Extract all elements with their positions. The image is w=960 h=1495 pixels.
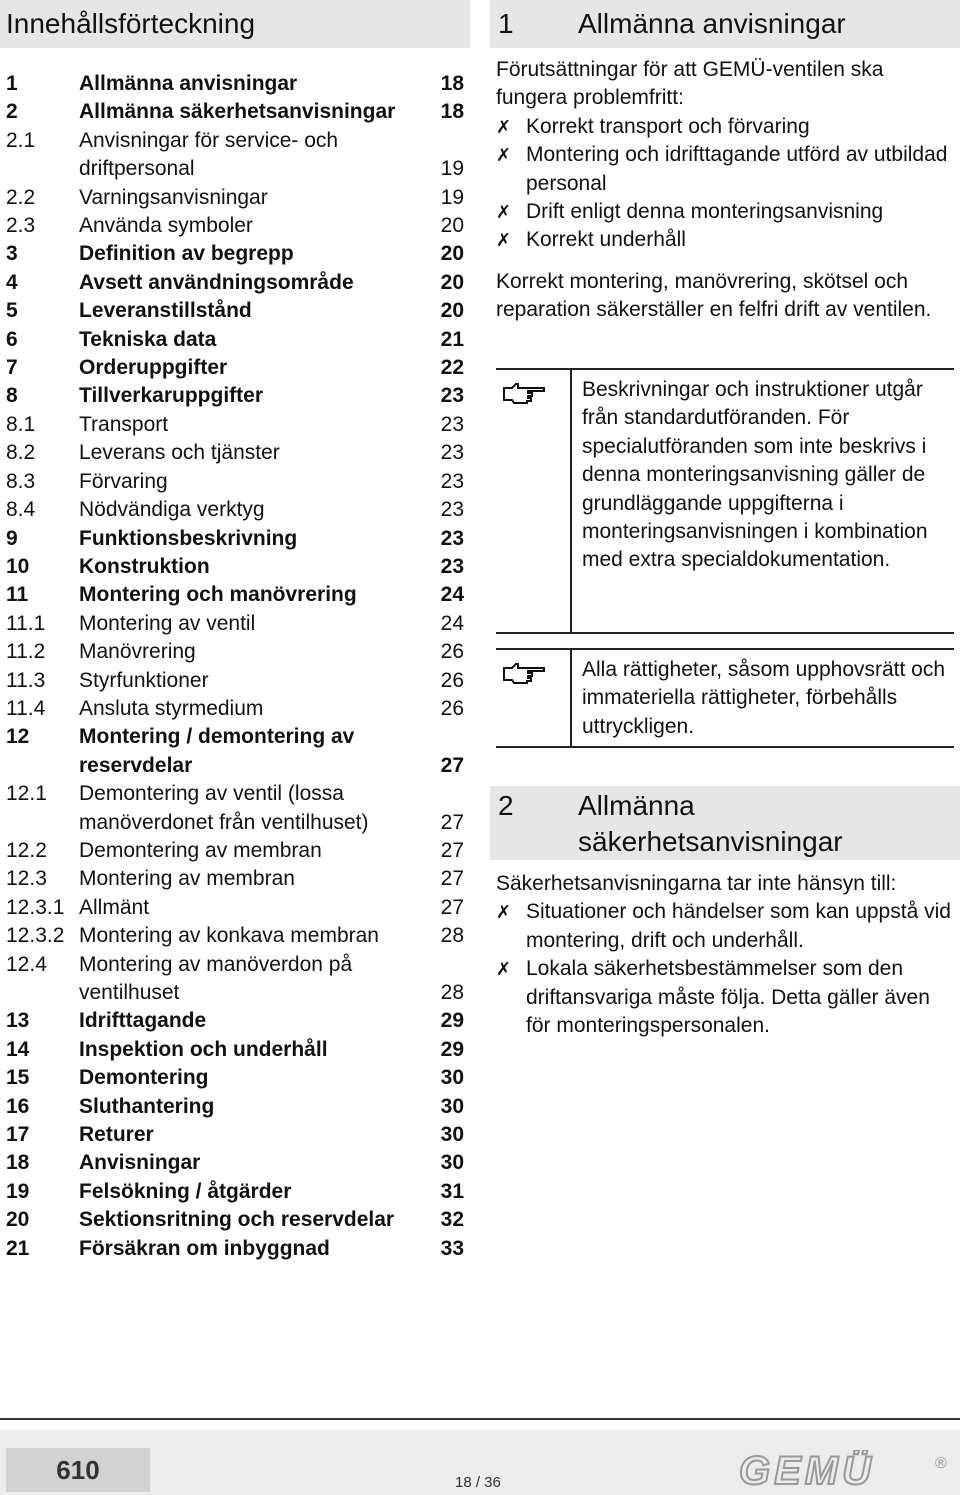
toc-entry-page: 19 bbox=[440, 157, 464, 181]
toc-entry[interactable] bbox=[0, 723, 470, 780]
toc-entry[interactable] bbox=[0, 496, 470, 524]
toc-entry[interactable] bbox=[0, 951, 470, 1008]
toc-entry-title: Varningsanvisningar bbox=[79, 185, 268, 209]
section-1-paragraph: Korrekt montering, manövrering, skötsel och reparation säkerställer en felfri drift av ventilen. bbox=[496, 270, 932, 322]
toc-entry[interactable] bbox=[0, 326, 470, 354]
pointing-hand-icon bbox=[502, 378, 548, 406]
toc-entry-number: 9 bbox=[6, 526, 18, 550]
toc-entry-title: Demontering av ventil (lossa manöverdonet från ventilhuset) bbox=[79, 782, 369, 834]
toc-entry[interactable] bbox=[0, 667, 470, 695]
toc-entry[interactable] bbox=[0, 98, 470, 126]
toc-entry-page: 20 bbox=[440, 214, 464, 238]
toc-entry[interactable] bbox=[0, 837, 470, 865]
toc-entry-title: Leverans och tjänster bbox=[79, 441, 280, 465]
toc-entry-number: 16 bbox=[6, 1094, 30, 1118]
cross-bullet-icon: ✗ bbox=[496, 902, 512, 923]
toc-entry-page: 27 bbox=[440, 895, 464, 919]
toc-entry-number: 10 bbox=[6, 554, 30, 578]
toc-entry[interactable] bbox=[0, 411, 470, 439]
toc-entry-number: 12.1 bbox=[6, 782, 47, 806]
toc-entry[interactable] bbox=[0, 468, 470, 496]
toc-entry[interactable] bbox=[0, 240, 470, 268]
toc-entry-title: Inspektion och underhåll bbox=[79, 1037, 328, 1061]
page-code: 610 bbox=[6, 1448, 150, 1492]
cross-bullet-icon: ✗ bbox=[496, 116, 512, 137]
toc-entry-title: Anvisningar bbox=[79, 1151, 201, 1175]
toc-entry-title: Montering / demontering av reservdelar bbox=[79, 725, 355, 777]
toc-entry-number: 12.3.2 bbox=[6, 924, 65, 948]
toc-entry[interactable] bbox=[0, 1007, 470, 1035]
toc-entry-page: 27 bbox=[440, 753, 464, 777]
bullet-text: Drift enligt denna monteringsanvisning bbox=[526, 200, 884, 224]
section-2-intro: Säkerhetsanvisningarna tar inte hänsyn till: bbox=[496, 872, 897, 895]
toc-entry-page: 23 bbox=[440, 412, 464, 436]
toc-entry[interactable] bbox=[0, 1206, 470, 1234]
toc-entry-number: 19 bbox=[6, 1179, 30, 1203]
toc-entry-title: Allmänna säkerhetsanvisningar bbox=[79, 100, 396, 124]
toc-entry[interactable] bbox=[0, 695, 470, 723]
svg-text:GEMÜ: GEMÜ bbox=[739, 1450, 875, 1490]
toc-entry-title: Sektionsritning och reservdelar bbox=[79, 1208, 395, 1232]
toc-entry-page: 28 bbox=[440, 924, 464, 948]
toc-entry-page: 28 bbox=[440, 981, 464, 1004]
toc-entry-page: 23 bbox=[440, 384, 464, 408]
toc-entry-title: Leveranstillstånd bbox=[79, 299, 252, 323]
toc-entry[interactable] bbox=[0, 922, 470, 950]
toc-entry[interactable] bbox=[0, 1064, 470, 1092]
toc-entry-page: 22 bbox=[440, 356, 464, 380]
toc-entry[interactable] bbox=[0, 610, 470, 638]
toc-entry-title: Montering av ventil bbox=[79, 611, 256, 635]
toc-entry-title: Tillverkaruppgifter bbox=[79, 384, 263, 408]
bullet-text: Korrekt transport och förvaring bbox=[526, 114, 810, 138]
toc-entry-title: Styrfunktioner bbox=[79, 668, 209, 692]
toc-entry[interactable] bbox=[0, 638, 470, 666]
bullet-item bbox=[496, 226, 951, 254]
toc-entry-page: 32 bbox=[440, 1208, 464, 1232]
toc-entry-page: 23 bbox=[440, 554, 464, 578]
toc-entry-number: 8.1 bbox=[6, 412, 36, 436]
toc-entry-title: Använda symboler bbox=[79, 214, 253, 238]
section-2-heading bbox=[490, 786, 960, 860]
toc-entry-page: 29 bbox=[440, 1009, 464, 1033]
note-icon-cell bbox=[496, 370, 572, 632]
toc-entry-page: 30 bbox=[440, 1123, 464, 1147]
toc-entry-page: 23 bbox=[440, 441, 464, 465]
toc-entry-title: Demontering av membran bbox=[79, 838, 322, 862]
toc-entry[interactable] bbox=[0, 1178, 470, 1206]
toc-entry[interactable] bbox=[0, 354, 470, 382]
toc-entry-page: 27 bbox=[440, 867, 464, 891]
bullet-text: Korrekt underhåll bbox=[526, 228, 686, 252]
toc-entry[interactable] bbox=[0, 269, 470, 297]
toc-entry-title: Demontering bbox=[79, 1066, 209, 1090]
cross-bullet-icon: ✗ bbox=[496, 230, 512, 251]
toc-entry-title: Orderuppgifter bbox=[79, 356, 228, 380]
toc-entry-page: 31 bbox=[440, 1179, 464, 1203]
toc-entry-page: 23 bbox=[440, 526, 464, 550]
toc-entry-title: Avsett användningsområde bbox=[79, 270, 354, 294]
gemu-logo bbox=[735, 1450, 955, 1495]
toc-entry[interactable] bbox=[0, 127, 470, 184]
toc-entry-page: 20 bbox=[440, 270, 464, 294]
toc-entry-number: 8.3 bbox=[6, 469, 36, 493]
section-2-bullet-list bbox=[496, 898, 951, 1040]
toc-entry-number: 14 bbox=[6, 1037, 30, 1061]
toc-entry[interactable] bbox=[0, 780, 470, 837]
toc-entry[interactable] bbox=[0, 184, 470, 212]
toc-entry-title: Ansluta styrmedium bbox=[79, 696, 264, 720]
toc-entry-page: 30 bbox=[440, 1151, 464, 1175]
toc-heading: Innehållsförteckning bbox=[0, 0, 470, 48]
toc-entry[interactable] bbox=[0, 212, 470, 240]
section-1-intro: Förutsättningar för att GEMÜ-ventilen ska fungera problemfritt: bbox=[496, 58, 884, 110]
toc-entry-number: 4 bbox=[6, 270, 18, 294]
bullet-text: Situationer och händelser som kan uppstå vid montering, drift och underhåll. bbox=[526, 900, 951, 952]
toc-entry[interactable] bbox=[0, 865, 470, 893]
toc-entry-title: Definition av begrepp bbox=[79, 242, 294, 266]
cross-bullet-icon: ✗ bbox=[496, 145, 512, 166]
toc-entry-number: 2.3 bbox=[6, 214, 36, 238]
section-1-number: 1 bbox=[498, 8, 514, 39]
toc-entry-number: 5 bbox=[6, 299, 18, 323]
toc-entry[interactable] bbox=[0, 1093, 470, 1121]
toc-entry[interactable] bbox=[0, 439, 470, 467]
toc-entry[interactable] bbox=[0, 525, 470, 553]
note-box-rights bbox=[496, 648, 954, 748]
toc-entry-title: Tekniska data bbox=[79, 327, 217, 351]
toc-entry-page: 21 bbox=[440, 327, 464, 351]
toc-entry-number: 20 bbox=[6, 1208, 30, 1232]
toc-entry-page: 30 bbox=[440, 1094, 464, 1118]
toc-entry-number: 3 bbox=[6, 242, 18, 266]
toc-entry-page: 18 bbox=[440, 72, 464, 95]
note-1-text: Beskrivningar och instruktioner utgår från standardutföranden. För specialutföranden som inte beskrivs i denna monteringsanvisning gäller de grundläggande uppgifterna i monteringsanvisningen i kombination med extra specialdokumentation. bbox=[582, 378, 928, 572]
toc-entry-page: 27 bbox=[440, 810, 464, 834]
toc-entry-number: 11.4 bbox=[6, 696, 46, 720]
toc-entry-number: 12.2 bbox=[6, 838, 47, 862]
toc-entry-title: Montering och manövrering bbox=[79, 583, 357, 607]
toc-entry-number: 12.3.1 bbox=[6, 895, 65, 919]
section-1-bullet-list bbox=[496, 113, 951, 255]
toc-entry-title: Försäkran om inbyggnad bbox=[79, 1236, 330, 1260]
toc-entry-number: 8.4 bbox=[6, 498, 36, 522]
toc-entry-page: 24 bbox=[440, 611, 464, 635]
toc-entry-page: 26 bbox=[440, 640, 464, 664]
toc-entry-number: 7 bbox=[6, 356, 18, 380]
toc-entry-title: Transport bbox=[79, 412, 169, 436]
toc-entry-number: 8.2 bbox=[6, 441, 36, 465]
footer-rule bbox=[0, 1418, 960, 1420]
toc-entry[interactable] bbox=[0, 1121, 470, 1149]
toc-entry-page: 24 bbox=[440, 583, 464, 607]
note-icon-cell bbox=[496, 650, 572, 746]
toc-entry-page: 23 bbox=[440, 469, 464, 493]
cross-bullet-icon: ✗ bbox=[496, 202, 512, 223]
toc-entry-title: Allmänt bbox=[79, 895, 150, 919]
toc-entry[interactable] bbox=[0, 581, 470, 609]
section-2-body bbox=[496, 870, 951, 1040]
bullet-text: Montering och idrifttagande utförd av utbildad personal bbox=[526, 143, 948, 195]
toc-entry-title: Sluthantering bbox=[79, 1094, 215, 1118]
toc-entry-number: 11.1 bbox=[6, 611, 46, 635]
toc-entry[interactable] bbox=[0, 382, 470, 410]
toc-entry[interactable] bbox=[0, 70, 470, 98]
toc-entry-title: Idrifttagande bbox=[79, 1009, 207, 1033]
cross-bullet-icon: ✗ bbox=[496, 959, 512, 980]
toc-list bbox=[0, 70, 470, 1263]
toc-entry-title: Anvisningar för service- och driftpersonal bbox=[79, 128, 339, 181]
toc-entry-number: 15 bbox=[6, 1066, 30, 1090]
toc-entry-title: Manövrering bbox=[79, 640, 196, 664]
toc-entry-number: 2.1 bbox=[6, 128, 36, 152]
bullet-item bbox=[496, 898, 951, 955]
section-1-heading bbox=[490, 0, 960, 48]
toc-entry[interactable] bbox=[0, 1149, 470, 1177]
toc-entry[interactable] bbox=[0, 553, 470, 581]
toc-entry-page: 18 bbox=[440, 100, 464, 124]
section-2-title: Allmänna säkerhetsanvisningar bbox=[578, 790, 843, 857]
toc-entry-number: 12 bbox=[6, 725, 30, 749]
section-2-number: 2 bbox=[498, 790, 514, 821]
toc-entry-number: 2.2 bbox=[6, 185, 36, 209]
toc-entry-number: 11.3 bbox=[6, 668, 46, 692]
toc-entry-page: 30 bbox=[440, 1066, 464, 1090]
toc-entry-page: 27 bbox=[440, 838, 464, 862]
section-1-title: Allmänna anvisningar bbox=[578, 8, 846, 39]
toc-entry[interactable] bbox=[0, 1235, 470, 1263]
toc-entry-number: 1 bbox=[6, 72, 18, 95]
bullet-item bbox=[496, 955, 951, 1040]
toc-entry-title: Montering av membran bbox=[79, 867, 295, 891]
note-box-standard-versions bbox=[496, 368, 954, 634]
toc-entry-number: 11.2 bbox=[6, 640, 46, 664]
section-1-body bbox=[496, 56, 951, 255]
toc-entry-page: 19 bbox=[440, 185, 464, 209]
toc-entry-number: 11 bbox=[6, 583, 29, 607]
toc-entry-page: 33 bbox=[440, 1236, 464, 1260]
toc-entry[interactable] bbox=[0, 894, 470, 922]
toc-entry-page: 29 bbox=[440, 1037, 464, 1061]
toc-entry-title: Montering av manöverdon på ventilhuset bbox=[79, 952, 353, 1004]
bullet-text: Lokala säkerhetsbestämmelser som den driftansvariga måste följa. Detta gäller även för monteringspersonalen. bbox=[526, 957, 930, 1038]
toc-entry-number: 18 bbox=[6, 1151, 30, 1175]
toc-entry-title: Konstruktion bbox=[79, 554, 210, 578]
toc-entry-page: 20 bbox=[440, 299, 464, 323]
toc-entry-number: 12.4 bbox=[6, 952, 47, 976]
note-2-text: Alla rättigheter, såsom upphovsrätt och immateriella rättigheter, förbehålls uttryckligen. bbox=[582, 658, 946, 738]
pointing-hand-icon bbox=[502, 658, 548, 686]
bullet-item bbox=[496, 198, 951, 226]
toc-entry-title: Felsökning / åtgärder bbox=[79, 1179, 292, 1203]
toc-entry-title: Förvaring bbox=[79, 469, 168, 493]
toc-entry-title: Montering av konkava membran bbox=[79, 924, 379, 948]
toc-entry[interactable] bbox=[0, 297, 470, 325]
toc-entry-title: Funktionsbeskrivning bbox=[79, 526, 298, 550]
toc-entry-number: 21 bbox=[6, 1236, 30, 1260]
bullet-item bbox=[496, 141, 951, 198]
toc-entry[interactable] bbox=[0, 1036, 470, 1064]
toc-entry-title: Nödvändiga verktyg bbox=[79, 498, 265, 522]
svg-text:®: ® bbox=[935, 1455, 947, 1472]
toc-entry-number: 12.3 bbox=[6, 867, 47, 891]
toc-entry-page: 26 bbox=[440, 668, 464, 692]
toc-entry-page: 20 bbox=[440, 242, 464, 266]
toc-entry-title: Returer bbox=[79, 1123, 154, 1147]
page-count: 18 / 36 bbox=[455, 1474, 501, 1491]
toc-entry-page: 26 bbox=[440, 696, 464, 720]
toc-entry-page: 23 bbox=[440, 498, 464, 522]
toc-entry-title: Allmänna anvisningar bbox=[79, 72, 298, 95]
toc-entry-number: 8 bbox=[6, 384, 18, 408]
toc-entry-number: 6 bbox=[6, 327, 18, 351]
toc-entry-number: 13 bbox=[6, 1009, 30, 1033]
bullet-item bbox=[496, 113, 951, 141]
toc-entry-number: 17 bbox=[6, 1123, 30, 1147]
toc-entry-number: 2 bbox=[6, 100, 18, 124]
